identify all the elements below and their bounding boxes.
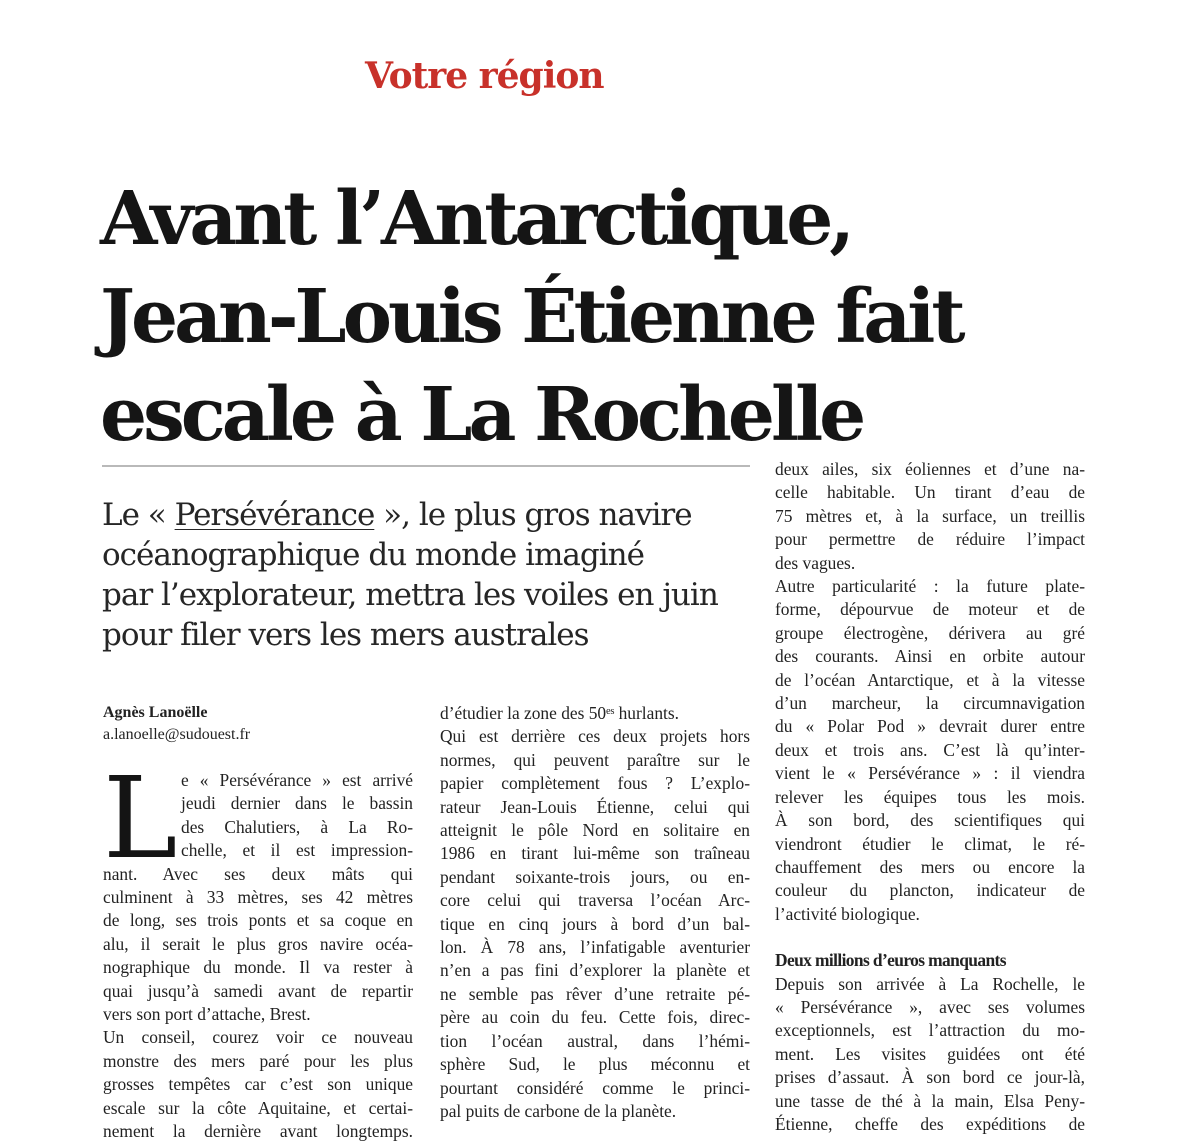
text-line: pour permettre de réduire l’impact — [775, 529, 1085, 550]
byline-author: Agnès Lanoëlle — [103, 704, 208, 721]
text-line: atteignit le pôle Nord en solitaire en — [440, 820, 750, 841]
text-line: sphère Sud, le plus méconnu et — [440, 1054, 750, 1075]
text-line: ment. Les visites guidées ont été — [775, 1043, 1085, 1064]
text-line: tion l’océan austral, dans l’hémi- — [440, 1030, 750, 1051]
text-line: vient le « Persévérance » : il viendra — [775, 763, 1085, 784]
text-line: À son bord, des scientifiques qui — [775, 810, 1085, 831]
text-line: Qui est derrière ces deux projets hors — [440, 726, 750, 747]
text-line: vers son port d’attache, Brest. — [103, 1004, 311, 1025]
section-subhead: Deux millions d’euros manquants — [775, 950, 1006, 971]
text-line: de l’océan Antarctique, et à la vitesse — [775, 669, 1085, 690]
text-line: des vagues. — [775, 552, 856, 573]
text-line: grosses tempêtes car c’est son unique — [103, 1074, 413, 1095]
headline — [100, 170, 1100, 464]
standfirst-line: pour filer vers les mers australes — [102, 617, 589, 653]
text-line: culminent à 33 mètres, ses 42 mètres — [103, 887, 413, 908]
text-line: e « Persévérance » est arrivé — [181, 770, 413, 790]
text-line: nographique du monde. Il va rester à — [103, 957, 413, 978]
text-line: 1986 en tirant lui-même son traîneau — [440, 843, 750, 864]
persevérance-link[interactable]: Persévérance — [174, 497, 375, 533]
text-line: d’un marcheur, la circumnavigation — [775, 693, 1085, 714]
text-line: pourtant considéré comme le princi- — [440, 1077, 750, 1098]
text-line: du « Polar Pod » devrait durer entre — [775, 716, 1085, 737]
standfirst — [102, 495, 752, 655]
text-line: n’en a pas fini d’explorer la planète et — [440, 960, 750, 981]
text-line: une tasse de thé à la main, Elsa Peny- — [775, 1090, 1085, 1111]
text-line: normes, qui peuvent paraître sur le — [440, 749, 750, 770]
section-kicker: Votre région — [365, 55, 604, 97]
text-line: escale sur la côte Aquitaine, et certai- — [103, 1097, 413, 1118]
drop-cap: L — [103, 754, 178, 884]
text-line: jeudi dernier dans le bassin — [181, 793, 413, 814]
text-line: Autre particularité : la future plate- — [775, 576, 1085, 597]
byline-email[interactable]: a.lanoelle@sudouest.fr — [103, 726, 251, 743]
text-line: deux et trois ans. C’est là qu’inter- — [775, 739, 1085, 760]
text-line: des courants. Ainsi en orbite autour — [775, 646, 1085, 667]
text-line: pal puits de carbone de la planète. — [440, 1100, 677, 1121]
text-line: des Chalutiers, à La Ro- — [181, 816, 413, 837]
headline-line: Avant l’Antarctique, — [100, 176, 852, 262]
text-line: d’étudier la zone des 50ᵉˢ hurlants. — [440, 703, 679, 723]
standfirst-suffix: », le plus gros navire — [374, 497, 692, 533]
article-column-3 — [775, 458, 1085, 1136]
text-line: tique en cinq jours à bord d’un bal- — [440, 913, 750, 934]
text-line: couleur du plancton, indicateur de — [775, 880, 1085, 901]
text-line: exceptionnels, est l’attraction du mo- — [775, 1020, 1085, 1041]
text-line: chelle, et il est impression- — [181, 840, 413, 861]
text-line: core celui qui traversa l’océan Arc- — [440, 890, 750, 911]
text-line: nant. Avec ses deux mâts qui — [103, 863, 413, 884]
text-line: pendant soixante-trois jours, ou en- — [440, 866, 750, 887]
text-line: ne semble pas rêver d’une retraite pé- — [440, 983, 750, 1004]
text-line: monstre des mers paré pour les plus — [103, 1050, 413, 1071]
text-line: quai jusqu’à samedi avant de repartir — [103, 980, 413, 1001]
text-line: forme, dépourvue de moteur et de — [775, 599, 1085, 620]
text-line: Un conseil, courez voir ce nouveau — [103, 1027, 413, 1048]
text-line: « Persévérance », avec ses volumes — [775, 996, 1085, 1017]
headline-line: escale à La Rochelle — [100, 372, 863, 458]
text-line: deux ailes, six éoliennes et d’une na- — [775, 459, 1085, 479]
standfirst-line: par l’explorateur, mettra les voiles en juin — [102, 577, 718, 613]
text-line: 75 mètres et, à la surface, un treillis — [775, 505, 1085, 526]
text-line: lon. À 78 ans, l’infatigable aventurier — [440, 937, 750, 958]
text-line: relever les équipes tous les mois. — [775, 786, 1085, 807]
divider-rule — [102, 465, 750, 467]
text-line: prises d’assaut. À son bord ce jour-là, — [775, 1067, 1085, 1088]
standfirst-prefix: Le « — [102, 497, 175, 533]
standfirst-line — [102, 495, 752, 535]
standfirst-line: océanographique du monde imaginé — [102, 537, 644, 573]
text-line: papier complètement fous ? L’explo- — [440, 773, 750, 794]
text-line: l’activité biologique. — [775, 903, 920, 924]
text-line: viendront étudier le climat, le ré- — [775, 833, 1085, 854]
text-line: père au coin du feu. Cette fois, direc- — [440, 1007, 750, 1028]
text-line: nement la dernière avant longtemps. — [103, 1121, 413, 1142]
text-line: de long, ses trois ponts et sa coque en — [103, 910, 413, 931]
text-line: chauffement des mers ou encore la — [775, 856, 1085, 877]
text-line: groupe électrogène, dérivera au gré — [775, 622, 1085, 643]
text-line: Étienne, cheffe des expéditions de — [775, 1113, 1085, 1134]
text-line: alu, il serait le plus gros navire océa- — [103, 933, 413, 954]
headline-line: Jean-Louis Étienne fait — [100, 274, 962, 360]
article-column-2 — [440, 702, 750, 1123]
text-line: celle habitable. Un tirant d’eau de — [775, 482, 1085, 503]
text-line: rateur Jean-Louis Étienne, celui qui — [440, 796, 750, 817]
article-column-1 — [103, 702, 413, 1144]
text-line: Depuis son arrivée à La Rochelle, le — [775, 973, 1085, 994]
